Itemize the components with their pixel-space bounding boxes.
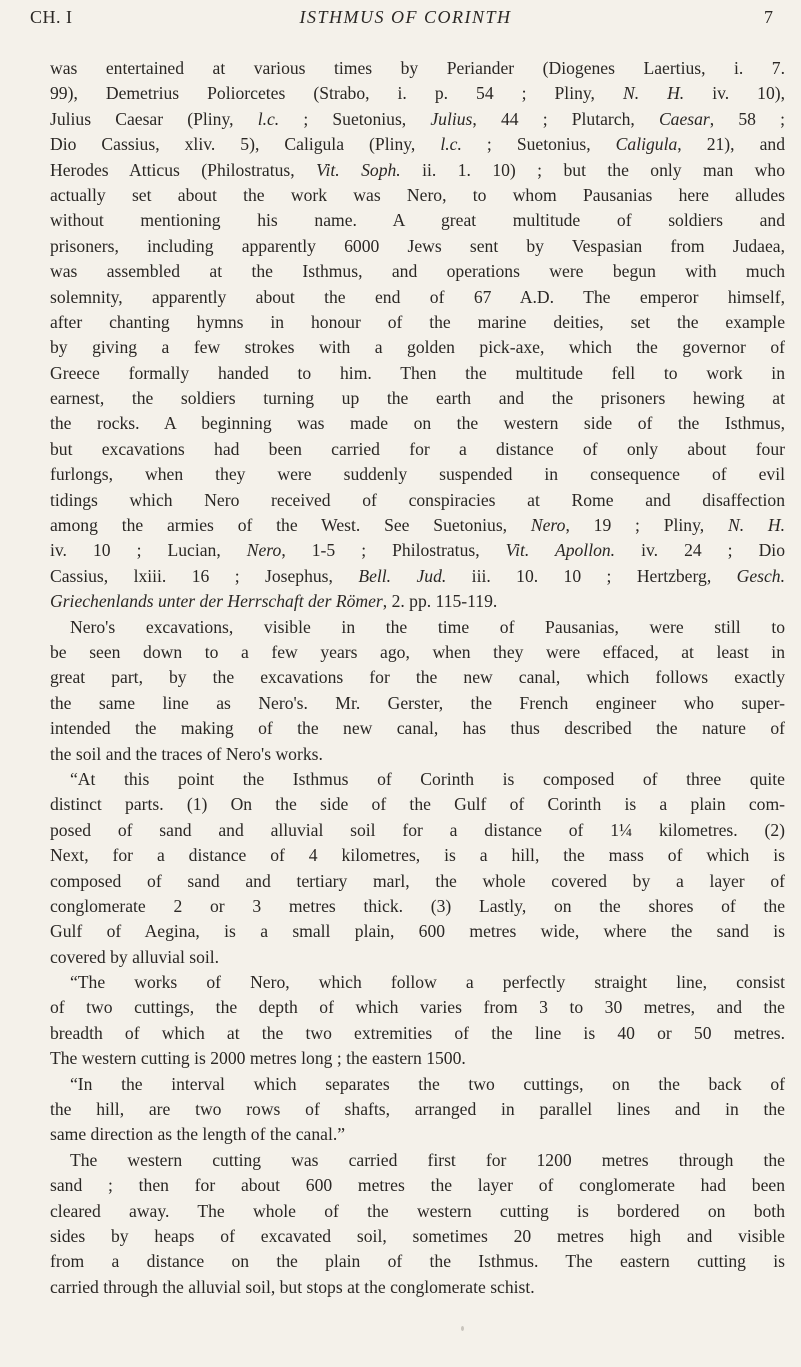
italic-citation: Julius (430, 108, 473, 129)
text-line (50, 488, 785, 513)
text-run: , 2. pp. 115-119. (382, 591, 498, 612)
text-line (50, 691, 785, 716)
text-line (50, 1173, 785, 1198)
text-line (50, 945, 785, 970)
text-run: iv. 10 ; Lucian, (50, 540, 247, 561)
text-line (50, 1199, 785, 1224)
text-run: “In the interval which separates the two cuttings, on the back of (70, 1073, 785, 1094)
italic-citation: l.c. (440, 134, 462, 155)
text-line (50, 234, 785, 259)
text-run: from a distance on the plain of the Isthmus. The eastern cutting is (50, 1251, 785, 1272)
text-line (50, 665, 785, 690)
text-line (50, 742, 785, 767)
text-run: The western cutting was carried first for 1200 metres through the (70, 1149, 785, 1170)
text-run: but excavations had been carried for a distance of only about four (50, 438, 785, 459)
text-run: the same line as Nero's. Mr. Gerster, the French engineer who super- (50, 692, 785, 713)
text-run: the soil and the traces of Nero's works. (50, 743, 323, 764)
text-run: carried through the alluvial soil, but stops at the conglomerate schist. (50, 1276, 535, 1297)
italic-citation: N. H. (622, 83, 685, 104)
text-run: iv. 10), (684, 83, 786, 104)
text-line (50, 310, 785, 335)
text-run: iii. 10. 10 ; Hertzberg, (446, 565, 737, 586)
text-run: “At this point the Isthmus of Corinth is composed of three quite (70, 768, 785, 789)
running-head (30, 3, 781, 33)
text-run: covered by alluvial soil. (50, 946, 220, 967)
text-line (50, 1072, 785, 1097)
text-run: by giving a few strokes with a golden pick-axe, which the governor of (50, 337, 785, 358)
text-run: Gulf of Aegina, is a small plain, 600 metres wide, where the sand is (50, 921, 785, 942)
text-run: earnest, the soldiers turning up the earth and the prisoners hewing at (50, 388, 785, 409)
text-run: breadth of which at the two extremities of the line is 40 or 50 metres. (50, 1022, 785, 1043)
text-run: , 19 ; Pliny, (565, 515, 728, 536)
text-run: Next, for a distance of 4 kilometres, is a hill, the mass of which is (50, 845, 785, 866)
text-line (50, 1224, 785, 1249)
text-line (50, 513, 785, 538)
text-line (50, 386, 785, 411)
paper-speck (461, 1326, 464, 1331)
text-run: ; Suetonius, (461, 134, 616, 155)
text-run: sand ; then for about 600 metres the layer of conglomerate had been (50, 1175, 785, 1196)
text-run: without mentioning his name. A great multitude of soldiers and (50, 210, 785, 231)
text-run: same direction as the length of the canal.” (50, 1124, 346, 1145)
text-run: , 44 ; Plutarch, (472, 108, 659, 129)
text-line (50, 767, 785, 792)
text-run: The western cutting is 2000 metres long ; the eastern 1500. (50, 1048, 466, 1069)
italic-citation: Caesar (658, 108, 710, 129)
text-run: Julius Caesar (Pliny, (50, 108, 258, 129)
text-run: be seen down to a few years ago, when they were effaced, at least in (50, 641, 785, 662)
italic-citation: Vit. Soph. (316, 159, 401, 180)
italic-citation: Gesch. (736, 565, 786, 586)
text-line (50, 792, 785, 817)
text-run: actually set about the work was Nero, to whom Pausanias here alludes (50, 184, 785, 205)
chapter-label: CH. I (30, 7, 73, 27)
text-run: ii. 1. 10) ; but the only man who (400, 159, 785, 180)
text-line (50, 869, 785, 894)
text-line (50, 1275, 785, 1300)
text-run: was entertained at various times by Periander (Diogenes Laertius, i. 7. (50, 58, 785, 78)
text-run: composed of sand and tertiary marl, the whole covered by a layer of (50, 870, 785, 891)
text-line (50, 1148, 785, 1173)
text-line (50, 970, 785, 995)
text-run: prisoners, including apparently 6000 Jews sent by Vespasian from Judaea, (50, 235, 785, 256)
text-line (50, 919, 785, 944)
text-line (50, 716, 785, 741)
text-run: solemnity, apparently about the end of 67 A.D. The emperor himself, (50, 286, 785, 307)
text-line (50, 437, 785, 462)
text-line (50, 589, 785, 614)
body-text (50, 56, 785, 1300)
text-line (50, 462, 785, 487)
italic-citation: Nero (530, 515, 566, 536)
text-line (50, 361, 785, 386)
text-line (50, 640, 785, 665)
italic-citation: Griechenlands unter der Herrschaft der Römer (50, 591, 383, 612)
text-run: sides by heaps of excavated soil, sometimes 20 metres high and visible (50, 1225, 785, 1246)
text-run: Dio Cassius, xliv. 5), Caligula (Pliny, (50, 134, 441, 155)
text-run: cleared away. The whole of the western cutting is bordered on both (50, 1200, 785, 1221)
text-run: conglomerate 2 or 3 metres thick. (3) Lastly, on the shores of the (50, 895, 785, 916)
text-run: Herodes Atticus (Philostratus, (50, 159, 317, 180)
text-run: 99), Demetrius Poliorcetes (Strabo, i. p. 54 ; Pliny, (50, 83, 623, 104)
text-run: of two cuttings, the depth of which varies from 3 to 30 metres, and the (50, 997, 785, 1018)
text-run: Greece formally handed to him. Then the multitude fell to work in (50, 362, 785, 383)
italic-citation: Caligula (615, 134, 678, 155)
page-header-title: ISTHMUS OF CORINTH (299, 7, 512, 27)
text-line (50, 208, 785, 233)
text-run: Nero's excavations, visible in the time of Pausanias, were still to (70, 616, 785, 637)
page-number: 7 (764, 7, 773, 27)
text-line (50, 1046, 785, 1071)
text-run: intended the making of the new canal, has thus described the nature of (50, 718, 785, 739)
text-line (50, 818, 785, 843)
text-line (50, 132, 785, 157)
text-line (50, 1021, 785, 1046)
text-run: was assembled at the Isthmus, and operations were begun with much (50, 261, 785, 282)
text-run: among the armies of the West. See Suetonius, (50, 515, 531, 536)
text-line (50, 564, 785, 589)
text-run: , 58 ; (709, 108, 785, 129)
text-run: posed of sand and alluvial soil for a distance of 1¼ kilometres. (2) (50, 819, 785, 840)
text-run: , 21), and (677, 134, 785, 155)
text-line (50, 894, 785, 919)
italic-citation: Nero (246, 540, 282, 561)
text-line (50, 158, 785, 183)
text-run: iv. 24 ; Dio (615, 540, 785, 561)
text-line (50, 843, 785, 868)
text-run: ; Suetonius, (279, 108, 431, 129)
text-run: tidings which Nero received of conspiracies at Rome and disaffection (50, 489, 785, 510)
text-run: the hill, are two rows of shafts, arranged in parallel lines and in the (50, 1099, 785, 1120)
text-line (50, 81, 785, 106)
text-run: great part, by the excavations for the new canal, which follows exactly (50, 667, 785, 688)
italic-citation: l.c. (257, 108, 280, 129)
text-line (50, 538, 785, 563)
text-run: distinct parts. (1) On the side of the Gulf of Corinth is a plain com- (50, 794, 785, 815)
text-run: Cassius, lxiii. 16 ; Josephus, (50, 565, 359, 586)
text-line (50, 183, 785, 208)
text-line (50, 995, 785, 1020)
text-line (50, 259, 785, 284)
text-run: after chanting hymns in honour of the marine deities, set the example (50, 311, 785, 332)
text-line (50, 1097, 785, 1122)
text-line (50, 335, 785, 360)
text-run: furlongs, when they were suddenly suspended in consequence of evil (50, 464, 785, 485)
text-line (50, 107, 785, 132)
italic-citation: Vit. Apollon. (505, 540, 616, 561)
text-run: , 1-5 ; Philostratus, (281, 540, 506, 561)
text-line (50, 285, 785, 310)
italic-citation: N. H. (727, 515, 785, 536)
text-run: “The works of Nero, which follow a perfectly straight line, consist (70, 972, 785, 993)
text-line (50, 1249, 785, 1274)
text-line (50, 56, 785, 81)
text-line (50, 411, 785, 436)
italic-citation: Bell. Jud. (358, 565, 447, 586)
text-line (50, 615, 785, 640)
text-run: the rocks. A beginning was made on the western side of the Isthmus, (50, 413, 785, 434)
text-line (50, 1122, 785, 1147)
